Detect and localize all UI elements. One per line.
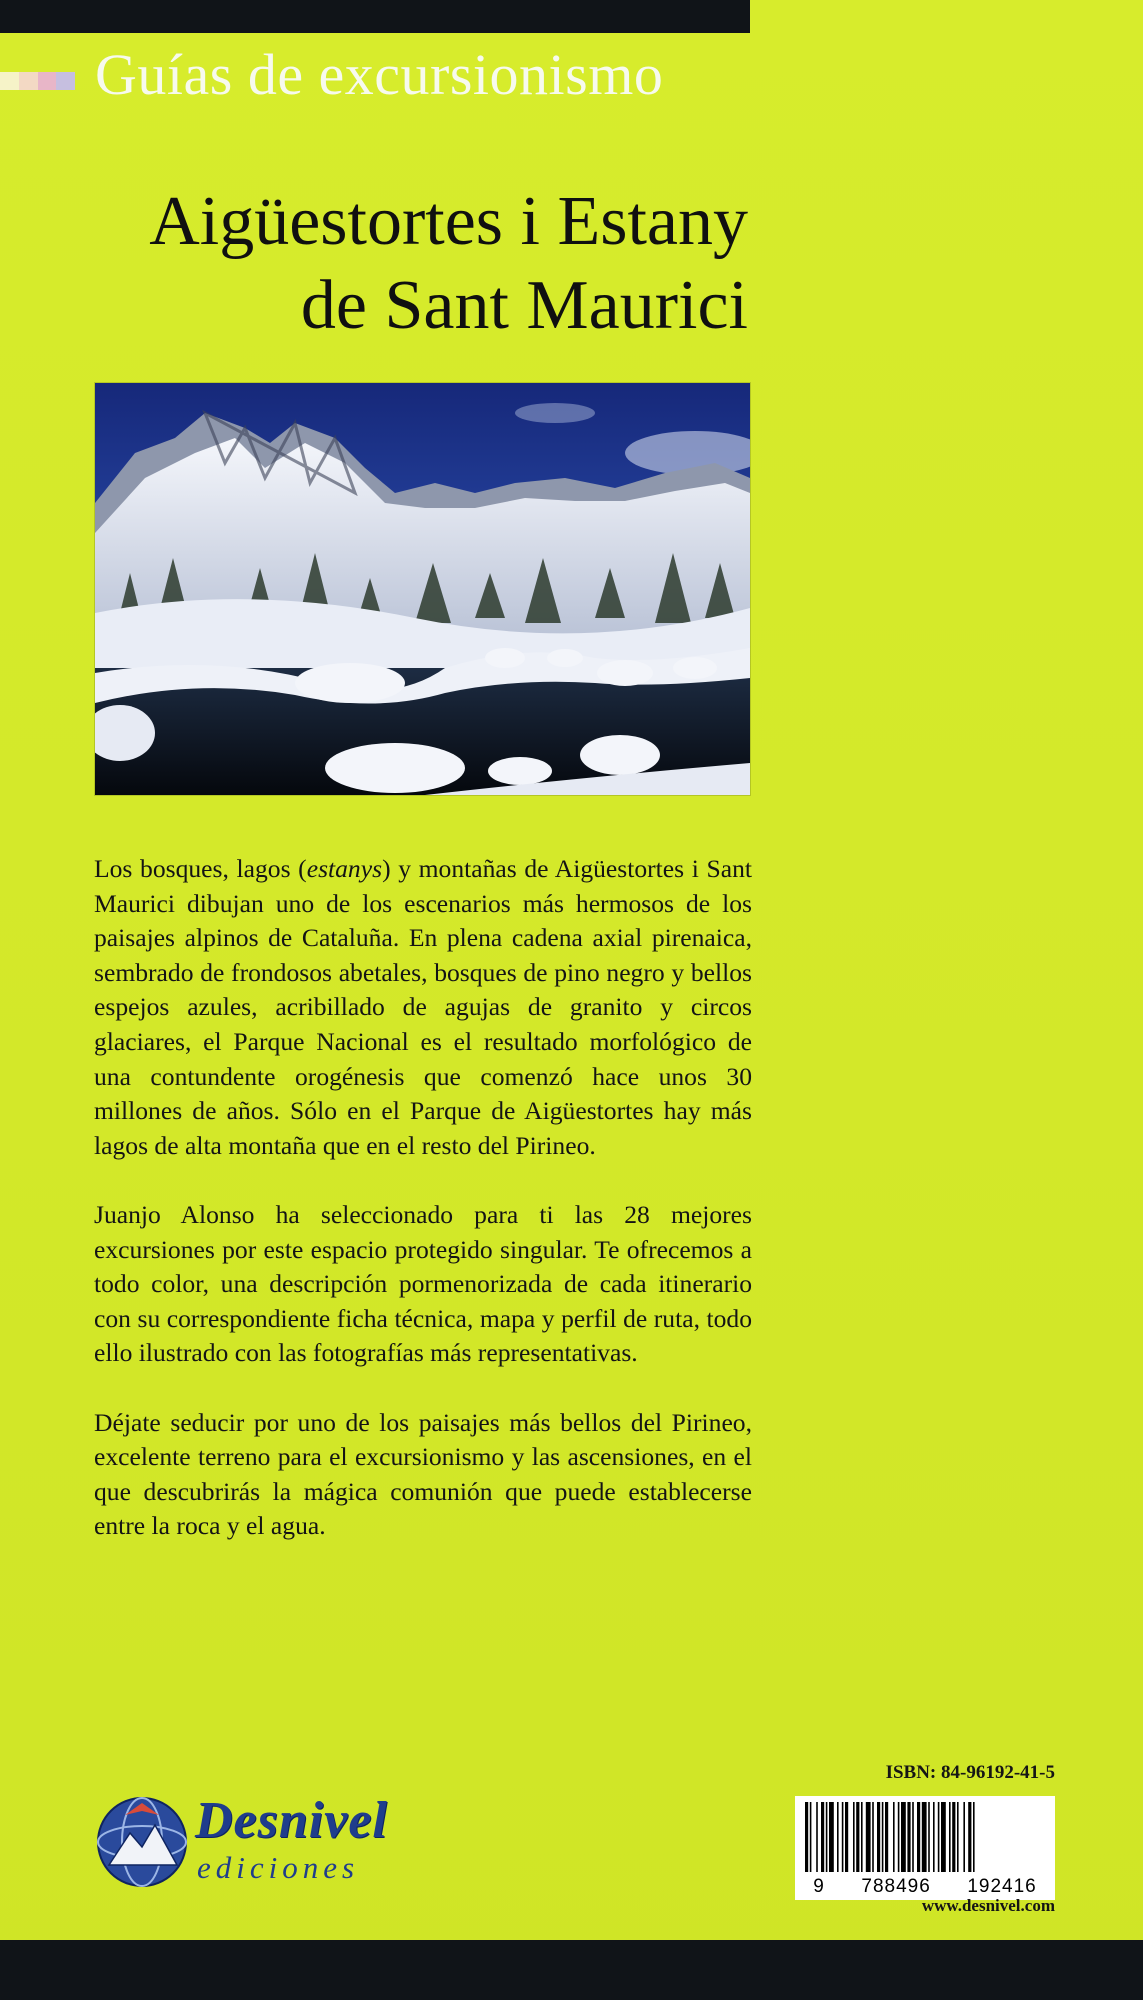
series-mark	[0, 72, 19, 90]
blurb-paragraph-1	[94, 852, 752, 1163]
barcode-bar	[885, 1802, 888, 1872]
barcode-bar	[861, 1802, 863, 1872]
publisher-subname: ediciones	[197, 1850, 360, 1885]
series-mark	[19, 72, 38, 90]
barcode-digit-group2: 192416	[967, 1876, 1037, 1897]
barcode-bar	[826, 1802, 828, 1872]
barcode-bar	[928, 1802, 930, 1872]
barcode-bar	[842, 1802, 844, 1872]
series-title: Guías de excursionismo	[95, 42, 664, 107]
barcode-bar	[907, 1802, 910, 1872]
barcode-bar	[952, 1802, 955, 1872]
barcode-bar	[882, 1802, 884, 1872]
barcode-bar	[893, 1802, 895, 1872]
barcode-bar	[938, 1802, 940, 1872]
barcode-bar	[829, 1802, 834, 1872]
barcode	[795, 1796, 1055, 1900]
barcode-bar	[872, 1802, 874, 1872]
barcode-bar	[898, 1802, 900, 1872]
blurb-text: Los bosques, lagos (	[94, 854, 307, 883]
blurb-paragraph-3: Déjate seducir por uno de los paisajes más bellos del Pirineo, excelente terreno para el excursionismo y las ascensiones, en el que descubrirás la mágica comunión que puede establecerse entre la roca y el agua.	[94, 1407, 752, 1541]
series-mark	[56, 72, 75, 90]
blurb	[94, 852, 752, 1578]
book-title-line1: Aigüestortes i Estany	[149, 183, 748, 260]
barcode-bar	[957, 1802, 959, 1872]
barcode-bar	[805, 1802, 808, 1872]
isbn-label: ISBN: 84-96192-41-5	[885, 1762, 1055, 1783]
barcode-bar	[816, 1802, 818, 1872]
barcode-bar	[853, 1802, 855, 1872]
blurb-text: ) y montañas de Aigüestortes i Sant Maurici dibujan uno de los escenarios más hermosos de los paisajes alpinos de Cataluña. En plena cadena axial pirenaica, sembrado de frondosos abetales, bosques de pino negro y bellos espejos azules, acribillado de agujas de granito y circos glaciares, el Parque Nacional es el resultado morfológico de una contundente orogénesis que comenzó hace unos 30 millones de años. Sólo en el Parque de Aigüestortes hay más lagos de alta montaña que en el resto del Pirineo.	[94, 854, 752, 1160]
globe-mountain-icon	[95, 1795, 190, 1890]
barcode-bar	[933, 1802, 935, 1872]
publisher-website: www.desnivel.com	[921, 1896, 1055, 1915]
barcode-bar	[866, 1802, 871, 1872]
barcode-digits	[795, 1876, 1055, 1898]
barcode-bar	[856, 1802, 859, 1872]
bottom-dark-band	[0, 1940, 1143, 2000]
barcode-bar	[973, 1802, 975, 1872]
barcode-bars-icon	[795, 1796, 1055, 1876]
barcode-digit-group1: 788496	[861, 1876, 931, 1897]
barcode-bar	[821, 1802, 824, 1872]
barcode-bar	[968, 1802, 971, 1872]
barcode-bar	[810, 1802, 812, 1872]
publisher-logo	[95, 1790, 425, 1890]
blurb-italic-term: estanys	[306, 854, 383, 883]
barcode-bar	[922, 1802, 927, 1872]
book-title	[149, 180, 748, 348]
series-mark	[38, 72, 57, 90]
barcode-bar	[912, 1802, 914, 1872]
barcode-bar	[941, 1802, 946, 1872]
publisher-name: Desnivel	[195, 1792, 388, 1849]
barcode-bar	[877, 1802, 880, 1872]
barcode-bar	[949, 1802, 951, 1872]
book-title-line2: de Sant Maurici	[300, 267, 748, 344]
barcode-bar	[963, 1802, 965, 1872]
blurb-paragraph-2: Juanjo Alonso ha seleccionado para ti las 28 mejores excursiones por este espacio protegido singular. Te ofrecemos a todo color, una descripción pormenorizada de cada itinerario con su correspondiente ficha técnica, mapa y perfil de ruta, todo ello ilustrado con las fotografías más representativas.	[94, 1199, 752, 1368]
barcode-bar	[837, 1802, 839, 1872]
top-dark-band	[0, 0, 750, 33]
series-color-marks	[0, 72, 75, 90]
barcode-bar	[917, 1802, 920, 1872]
cover-photo	[95, 383, 750, 795]
barcode-bar	[845, 1802, 848, 1872]
barcode-digit-first: 9	[813, 1876, 825, 1897]
snowy-mountain-lake-photo-icon	[95, 383, 750, 795]
barcode-bar	[901, 1802, 906, 1872]
